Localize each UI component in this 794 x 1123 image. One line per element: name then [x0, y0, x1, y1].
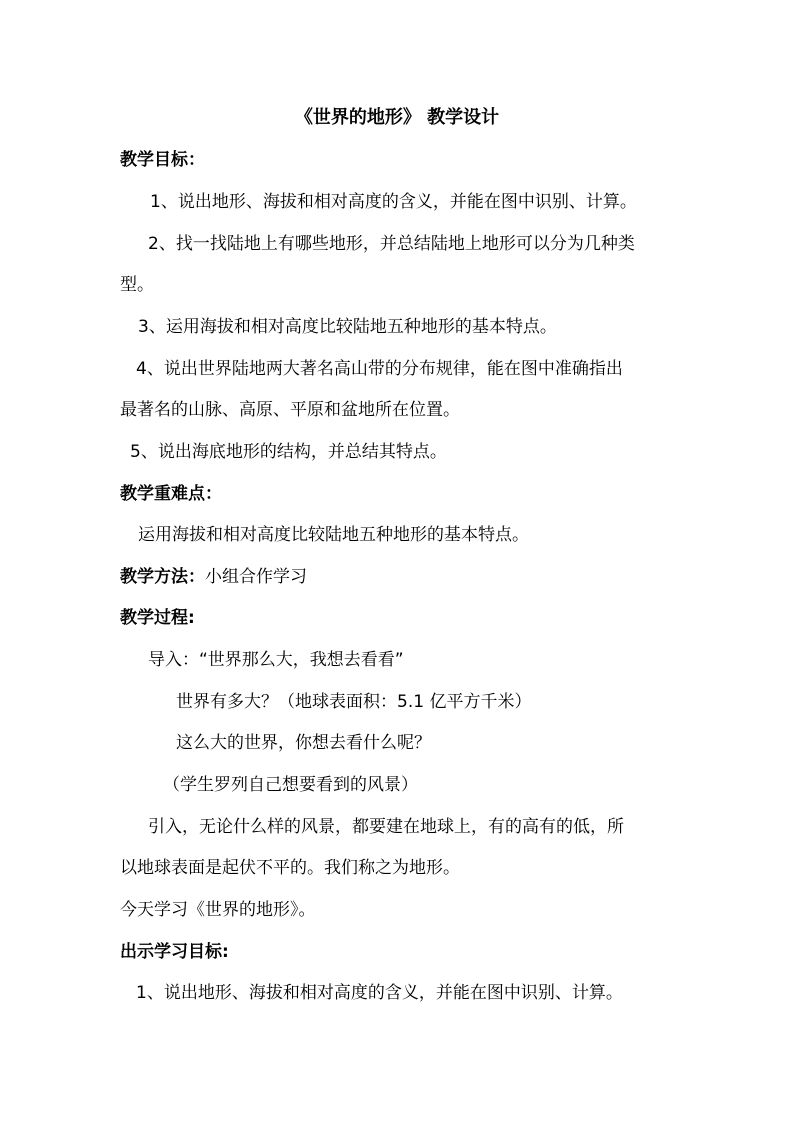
- objective-item-3: 3、运用海拔和相对高度比较陆地五种地形的基本特点。: [138, 317, 557, 337]
- objective-item-4-continued: 最著名的山脉、高原、平原和盆地所在位置。: [120, 400, 460, 420]
- show-objective-item-1: 1、说出地形、海拔和相对高度的含义，并能在图中识别、计算。: [136, 983, 623, 1003]
- key-points-text: 运用海拔和相对高度比较陆地五种地形的基本特点。: [138, 525, 529, 545]
- process-question-2: 这么大的世界，你想去看什么呢？: [176, 733, 431, 753]
- process-question-1: 世界有多大？（地球表面积：5.1 亿平方千米）: [176, 692, 532, 712]
- process-lead-in: 引入，无论什么样的风景，都要建在地球上，有的高有的低，所: [148, 817, 624, 837]
- method-row: [120, 565, 307, 589]
- method-text: 小组合作学习: [205, 567, 307, 587]
- objective-item-4: 4、说出世界陆地两大著名高山带的分布规律，能在图中准确指出: [136, 359, 623, 379]
- process-student-activity: （学生罗列自己想要看到的风景）: [163, 775, 418, 795]
- process-heading: 教学过程:: [120, 608, 195, 628]
- method-heading: 教学方法：: [120, 567, 205, 587]
- objective-item-1: 1、说出地形、海拔和相对高度的含义，并能在图中识别、计算。: [150, 192, 637, 212]
- objective-item-2-continued: 型。: [120, 275, 154, 295]
- show-objectives-heading: 出示学习目标:: [120, 942, 229, 962]
- document-title: 《世界的地形》 教学设计: [294, 107, 500, 128]
- objective-item-5: 5、说出海底地形的结构，并总结其特点。: [130, 442, 447, 462]
- objectives-heading: 教学目标：: [120, 150, 205, 170]
- key-points-heading: 教学重难点：: [120, 484, 222, 504]
- process-lead-in-continued: 以地球表面是起伏不平的。我们称之为地形。: [120, 858, 460, 878]
- process-intro: 导入：“世界那么大，我想去看看”: [148, 650, 404, 670]
- objective-item-2: 2、找一找陆地上有哪些地形，并总结陆地上地形可以分为几种类: [148, 234, 635, 254]
- process-today: 今天学习《世界的地形》。: [120, 900, 316, 920]
